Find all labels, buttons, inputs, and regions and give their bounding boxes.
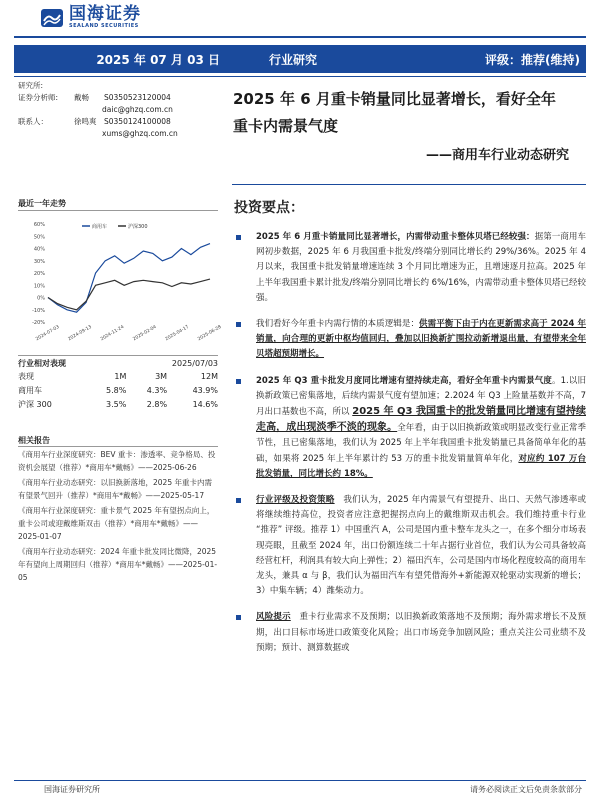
- x-tick-label: 2024-11-24: [99, 324, 126, 343]
- researcher-label: 研究所:: [18, 81, 44, 90]
- key-point-text: 我们看好今年重卡内需行情的本质逻辑是：: [256, 319, 420, 330]
- y-tick-label: 50%: [33, 234, 45, 241]
- report-subtitle: ——商用车行业动态研究: [425, 148, 569, 163]
- title-line-2: 重卡内需景气度: [233, 117, 339, 135]
- report-link[interactable]: 《商用车行业动态研究：以旧换新落地，2025 年重卡内需有望景气回升（推荐）*商用车*戴畅》——2025-05-17: [18, 478, 212, 500]
- key-point-5: [234, 610, 586, 656]
- title-rule: [232, 184, 586, 185]
- key-point-4: [234, 493, 586, 599]
- report-link[interactable]: 《商用车行业深度研究：重卡景气 2025 年有望拐点向上，重卡公司或迎戴维斯双击（推荐）*商用车*戴畅》——2025-01-07: [18, 506, 215, 541]
- footer-right: 请务必阅读正文后免责条款部分: [470, 785, 582, 794]
- contact-role: 联系人：: [18, 117, 48, 126]
- contact-email: xums@ghzq.com.cn: [102, 129, 178, 138]
- table-cell: 5.8%: [106, 386, 127, 395]
- key-point-emphasis: 2025 年 Q3 我国重卡的批发销量同比增速有望持续走高，成出现淡季不淡的现象。: [256, 406, 586, 434]
- y-tick-label: -20%: [32, 320, 45, 326]
- table-cell: 14.6%: [192, 400, 218, 409]
- trend-chart: [18, 212, 223, 352]
- report-date: 2025 年 07 月 03 日: [96, 52, 220, 67]
- contact-name: 徐鸣爽: [74, 117, 97, 126]
- table-cell: 表现: [18, 372, 34, 381]
- y-tick-label: 20%: [33, 271, 45, 277]
- table-row: [18, 384, 218, 398]
- x-tick-label: 2025-02-04: [132, 324, 158, 343]
- analyst-role: 证券分析师:: [18, 93, 59, 102]
- logo-name-en: SEALAND SECURITIES: [69, 23, 139, 29]
- perf-table: [18, 359, 218, 412]
- series-line: [48, 279, 210, 310]
- key-points-body: [234, 230, 586, 667]
- sealand-logo-icon: [40, 7, 64, 29]
- key-point-lead: 2025 年 6 月重卡销量同比显著增长，内需带动重卡整体贝塔已经较强：: [256, 232, 535, 242]
- perf-header: [18, 358, 218, 370]
- trend-chart-svg: [18, 212, 223, 352]
- key-point-3: [234, 374, 586, 482]
- key-point-text: 重卡行业需求不及预期；以旧换新政策落地不及预期；海外需求增长不及预期，出口目标市场进口政策变化风险；出口市场竞争加剧风险；重点关注公司业绩不及预期；预计、测算数据或: [256, 612, 586, 653]
- table-row: [18, 370, 218, 384]
- analyst-email: daic@ghzq.com.cn: [102, 105, 173, 114]
- perf-grid: [18, 370, 218, 412]
- x-tick-label: 2025-04-17: [164, 324, 190, 343]
- footer-rule: [14, 780, 586, 781]
- analyst-row: [18, 92, 218, 104]
- related-title: 相关报告: [18, 436, 50, 445]
- series-line: [48, 244, 210, 313]
- table-cell: 4.3%: [146, 386, 168, 395]
- key-point-text: 据第一商用车网初步数据，2025 年 6 月我国重卡批发/终端分别同比增长约 29%/36%。2025 年 4 月以来，我国重卡批发销量增速连续 3 个月同比增速为正，且增速逐月拉高。2025 年上半年我国重卡累计批发/终端分别同比增长约 6%/16%，内需带动重卡整体贝塔已经较强。: [256, 232, 586, 303]
- key-points-title: 投资要点：: [234, 200, 304, 216]
- perf-date: 2025/07/03: [171, 359, 218, 368]
- trend-title: 最近一年走势: [18, 199, 66, 208]
- y-tick-label: 60%: [33, 222, 45, 228]
- table-row: [18, 398, 218, 412]
- key-point-text: 。1.以旧换新政策已密集落地，后续内需景气度有望加速；2.2024 年 Q3 上险量基数并不高，7 月出口基数也不高，所以: [256, 375, 586, 418]
- legend-label: 沪深300: [128, 224, 148, 230]
- table-cell: 3.5%: [106, 400, 127, 409]
- key-point-emphasis: 对应约 107 万台批发销量，同比增长约 18%。: [256, 453, 586, 479]
- key-point-emphasis: 供需平衡下由于内在更新需求高于 2024 年销量，向合理的更新中枢均值回归，叠加以旧换新扩围拉动新增退出量，有望带来全年贝塔超预期增长。: [256, 319, 586, 360]
- header-bar: [14, 45, 586, 73]
- table-cell: 沪深 300: [18, 400, 52, 409]
- logo-name-cn: 国海证券: [69, 4, 141, 24]
- key-point-text: 我们认为，2025 年内需景气有望提升、出口、天然气渗透率或将继续维持高位，投资者应注意把握拐点向上的戴维斯双击机会。我们维持重卡行业 “推荐” 评级。推荐 1）中国重汽 A，公司是国内重卡整车龙头之一，在多个细分市场表现亮眼，且截至 2024 年，出口份额连续二十年占据行业首位，我们认为公司具备较高经营杠杆，利润具有较大向上弹性；2）福田汽车，公司是国内市场化程度较高的商用车龙头，兼具 α 与 β，我们认为福田汽车有望凭借海外+新能源双轮驱动实现新的增长；3）中集车辆；4）潍柴动力。: [256, 495, 586, 597]
- key-point-1: [234, 230, 586, 306]
- x-tick-label: 2024-09-13: [67, 324, 93, 343]
- report-link[interactable]: 《商用车行业动态研究：2024 年重卡批发同比微降，2025 年有望向上周期回归（推荐）*商用车*戴畅》——2025-01-05: [18, 547, 218, 582]
- legend-label: 商用车: [92, 224, 108, 230]
- y-tick-label: 30%: [33, 258, 45, 265]
- key-point-lead: 2025 年 Q3 重卡批发月度同比增速有望持续走高，看好全年重卡内需景气度: [256, 375, 553, 386]
- contact-id: S0350124100008: [104, 117, 171, 126]
- report-title: [233, 86, 583, 163]
- key-point-lead: 风险提示: [256, 612, 291, 623]
- header-rule: [14, 36, 586, 38]
- y-tick-label: 0%: [37, 295, 45, 302]
- analyst-name: 戴畅: [74, 93, 89, 102]
- report-type: 行业研究: [268, 52, 317, 67]
- key-point-lead: 行业评级及投资策略: [256, 495, 335, 506]
- key-point-text: 全年看，由于以旧换新政策或明显改变行业正常季节性，且已密集落地，我们认为 2025 年上半年我国重卡批发销量已具备简单年化的基础，如果将 2025 年上半年累计约 53 万的重卡批发销量简单年化，: [256, 423, 586, 464]
- table-cell: 43.9%: [192, 386, 218, 395]
- table-cell: 3M: [155, 372, 168, 381]
- report-rating: 评级：推荐(维持): [485, 52, 580, 67]
- y-tick-label: 40%: [33, 246, 45, 253]
- analyst-panel: [18, 80, 218, 139]
- y-tick-label: 10%: [33, 283, 45, 290]
- related-reports: [18, 448, 218, 586]
- analyst-id: S0350523120004: [104, 93, 171, 102]
- footer-left: 国海证券研究所: [44, 785, 100, 794]
- contact-row: [18, 116, 218, 128]
- key-point-2: [234, 317, 586, 363]
- x-tick-label: 2025-06-28: [197, 324, 223, 343]
- related-rule: [18, 446, 218, 447]
- trend-rule: [18, 210, 218, 211]
- report-link[interactable]: 《商用车行业深度研究：BEV 重卡：渗透率、竞争格局、投资机会展望（推荐）*商用车*戴畅》——2025-06-26: [18, 450, 216, 472]
- title-line-1: 2025 年 6 月重卡销量同比显著增长，看好全年: [233, 90, 556, 108]
- logo: [40, 6, 141, 29]
- perf-top-rule: [18, 355, 218, 356]
- table-cell: 12M: [200, 372, 218, 381]
- header-bar-rule: [14, 76, 586, 77]
- y-tick-label: -10%: [32, 307, 45, 314]
- x-tick-label: 2024-07-03: [35, 324, 61, 343]
- perf-title: 行业相对表现: [18, 359, 66, 368]
- table-cell: 2.8%: [146, 400, 168, 409]
- table-cell: 1M: [114, 372, 127, 381]
- table-cell: 商用车: [18, 386, 42, 395]
